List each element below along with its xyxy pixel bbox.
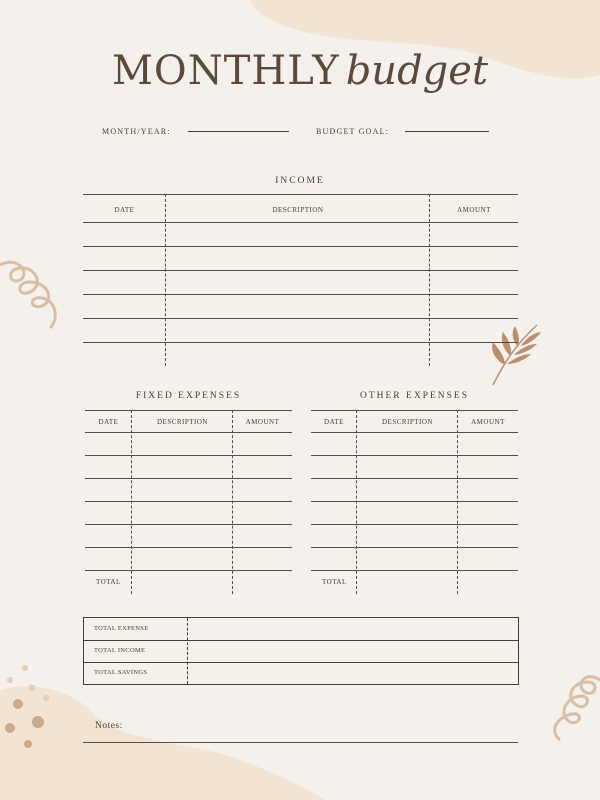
title-main: MONTHLY [111,48,340,94]
other-row-line [311,570,518,571]
month-year-label: MONTH/YEAR: [102,127,171,136]
summary-table [83,617,519,685]
total-savings-label: TOTAL SAVINGS [94,669,148,676]
summary-divider [187,618,188,684]
other-row-line [311,455,518,456]
income-divider [429,194,430,366]
fixed-row-line [85,455,292,456]
dots-icon [0,660,60,760]
other-row-line [311,524,518,525]
swirl-icon [540,660,600,750]
other-row-line [311,432,518,433]
income-title: INCOME [275,176,325,186]
other-expenses-title: OTHER EXPENSES [359,391,470,401]
leaf-icon [485,320,545,390]
income-col-date: DATE [114,206,135,214]
income-col-description: DESCRIPTION [272,206,324,214]
income-row-line [83,246,518,247]
fixed-col-amount: AMOUNT [245,418,280,426]
fixed-row-line [85,478,292,479]
fixed-divider [232,410,233,594]
summary-row-total-income[interactable] [84,640,518,663]
other-row-line [311,501,518,502]
other-col-amount: AMOUNT [471,418,505,426]
income-row-line [83,294,518,295]
notes-label: Notes: [95,721,123,731]
summary-row-total-savings[interactable] [84,662,518,684]
income-divider [165,194,166,366]
swirl-icon [0,250,70,340]
title-script: budget [345,48,489,94]
budget-goal-field[interactable] [405,131,489,132]
other-row-line [311,478,518,479]
other-col-date: DATE [324,418,344,426]
fixed-top-border [85,410,292,411]
fixed-row-line [85,432,292,433]
income-row-line [83,342,518,343]
fixed-col-description: DESCRIPTION [156,418,208,426]
budget-goal-label: BUDGET GOAL: [316,127,390,136]
income-row-line [83,222,518,223]
fixed-col-date: DATE [98,418,119,426]
summary-row-total-expense[interactable] [84,618,518,641]
page-title [0,48,600,94]
total-income-label: TOTAL INCOME [94,647,146,654]
income-col-amount: AMOUNT [457,206,491,214]
fixed-row-line [85,524,292,525]
fixed-total-label: TOTAL [96,578,121,586]
total-expense-label: TOTAL EXPENSE [94,625,149,632]
income-row-line [83,270,518,271]
other-top-border [311,410,518,411]
income-row-line [83,318,518,319]
fixed-row-line [85,570,292,571]
month-year-field[interactable] [188,131,289,132]
other-divider [356,410,357,594]
fixed-divider [131,410,132,594]
other-col-description: DESCRIPTION [381,418,433,426]
notes-line[interactable] [83,742,518,743]
fixed-expenses-title: FIXED EXPENSES [135,391,242,401]
income-top-border [83,194,518,195]
other-row-line [311,547,518,548]
other-total-label: TOTAL [322,578,347,586]
fixed-row-line [85,501,292,502]
fixed-row-line [85,547,292,548]
other-divider [457,410,458,594]
